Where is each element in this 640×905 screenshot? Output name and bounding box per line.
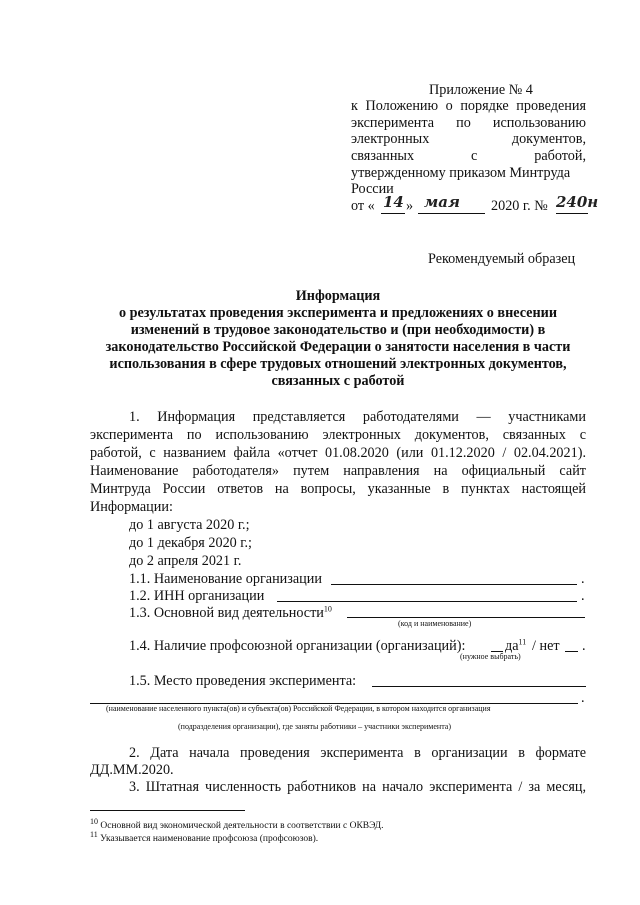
title-line: связанных с работой xyxy=(271,373,405,389)
item-1-4-no: / нет xyxy=(532,638,560,654)
deadline-date: до 2 апреля 2021 г. xyxy=(129,553,242,569)
footnote-10: $^{10}$ Основной вид экономической деятельности в соответствии с ОКВЭД. xyxy=(90,816,384,831)
appendix-line: электронных документов, xyxy=(351,131,586,147)
item-2-line-1: 2. Дата начала проведения эксперимента в организации в формате xyxy=(129,745,586,761)
item-1-1-field[interactable] xyxy=(331,584,577,585)
item-1-5-field[interactable] xyxy=(372,686,586,687)
item-1-5-hint-1: (наименование населенного пункта(ов) и субъекта(ов) Российской Федерации, в котором находится организация xyxy=(106,704,491,713)
item-1-4-label: 1.4. Наличие профсоюзной организации (организаций): xyxy=(129,638,466,654)
item-1-3-field[interactable] xyxy=(347,617,585,618)
item-1-1-period: . xyxy=(581,571,585,587)
item-2-line-2: ДД.ММ.2020. xyxy=(90,762,174,778)
item-1-5-period: . xyxy=(581,690,585,706)
item-1-2-period: . xyxy=(581,588,585,604)
paragraph-1-line: 1. Информация представляется работодателями — участниками xyxy=(129,409,586,425)
appendix-title: Приложение № 4 xyxy=(429,82,533,98)
paragraph-1-line: Наименование работодателя» путем направления на официальный сайт xyxy=(90,463,586,479)
appendix-line: утвержденному приказом Минтруда xyxy=(351,165,571,181)
footnote-11: $^{11}$ Указывается наименование профсоюза (профсоюзов). xyxy=(90,829,319,844)
item-1-2-field[interactable] xyxy=(277,601,577,602)
date-month: мая xyxy=(424,193,460,211)
item-1-1-label: 1.1. Наименование организации xyxy=(129,571,322,587)
date-mid: » xyxy=(406,198,414,214)
title-line: изменений в трудовое законодательство и (при необходимости) в xyxy=(130,322,546,338)
item-1-3-label: 1.3. Основной вид деятельности$^{10}$ xyxy=(129,604,332,621)
date-month-underline xyxy=(418,213,485,214)
footnote-ref-11: 11 xyxy=(518,637,527,647)
deadline-date: до 1 декабря 2020 г.; xyxy=(129,535,253,551)
date-day-underline xyxy=(381,213,405,214)
date-prefix: от « xyxy=(351,198,375,214)
footnote-separator xyxy=(90,810,245,811)
title-main: Информация xyxy=(295,288,381,304)
item-1-4-period: . xyxy=(582,638,586,654)
item-1-4-hint: (нужное выбрать) xyxy=(460,652,521,661)
sample-label: Рекомендуемый образец xyxy=(428,251,576,267)
paragraph-1-last: Информации: xyxy=(90,499,173,515)
title-line: законодательство Российской Федерации о занятости населения в части xyxy=(105,339,571,355)
item-3-line: 3. Штатная численность работников на начало эксперимента / за месяц, xyxy=(129,779,586,795)
footnote-ref-10: 10 xyxy=(323,604,332,614)
item-1-5-label: 1.5. Место проведения эксперимента: xyxy=(129,673,357,689)
deadline-date: до 1 августа 2020 г.; xyxy=(129,517,250,533)
date-day: 14 xyxy=(383,193,404,211)
paragraph-1-line: эксперимента по использованию электронных документов, связанных с xyxy=(90,427,586,443)
item-1-3-hint: (код и наименование) xyxy=(398,619,472,628)
item-1-4-no-field[interactable] xyxy=(565,651,578,652)
paragraph-1-line: работой, с названием файла «отчет 01.08.2020 (или 01.12.2020 / 02.04.2021). xyxy=(90,445,586,461)
item-1-5-hint-2: (подразделения организации), где заняты работники – участники эксперимента) xyxy=(178,722,451,731)
title-line: о результатах проведения эксперимента и предложениях о внесении xyxy=(118,305,558,321)
appendix-line: связанных с работой, xyxy=(351,148,586,164)
date-number: 240н xyxy=(556,193,599,211)
paragraph-1-line: Минтруда России ответов на вопросы, указанные в пунктах настоящей xyxy=(90,481,586,497)
appendix-line: России xyxy=(351,181,394,197)
date-year: 2020 г. № xyxy=(491,198,548,214)
date-number-underline xyxy=(556,213,588,214)
item-1-2-label: 1.2. ИНН организации xyxy=(129,588,265,604)
appendix-line: к Положению о порядке проведения xyxy=(351,98,586,114)
appendix-line: эксперимента по использованию xyxy=(351,115,586,131)
item-1-4-yes: $да^{11}$ xyxy=(505,637,527,654)
title-line: использования в сфере трудовых отношений электронных документов, xyxy=(109,356,567,372)
